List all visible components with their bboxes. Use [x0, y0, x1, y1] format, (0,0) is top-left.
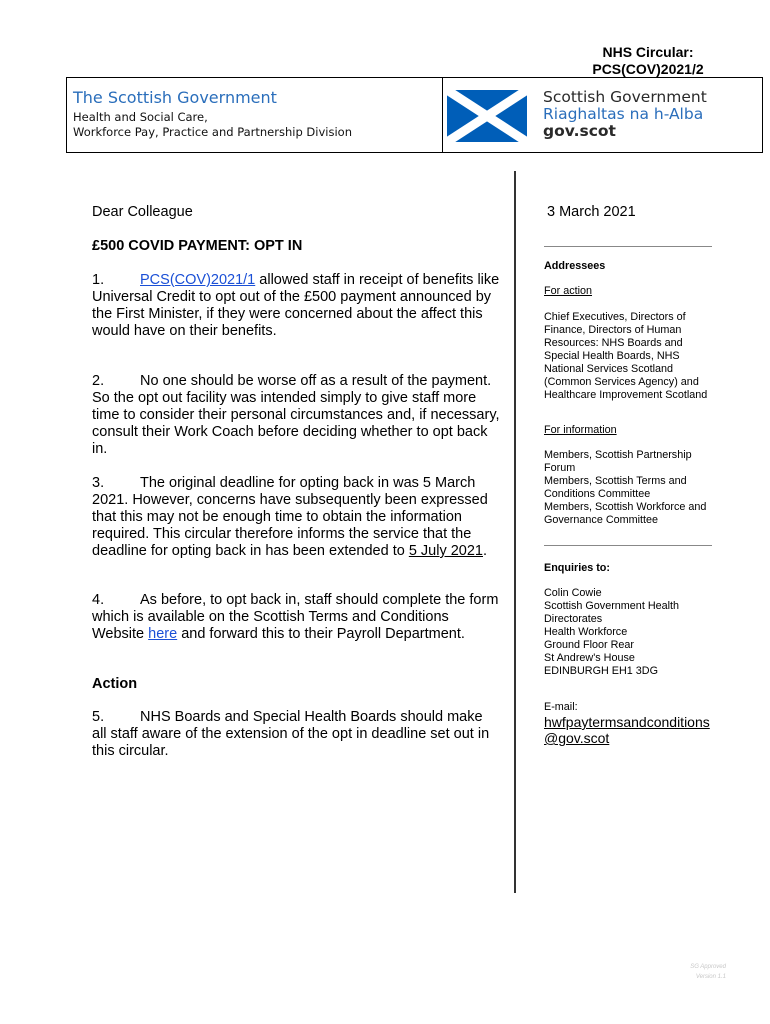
paragraph-text: NHS Boards and Special Health Boards should make all staff aware of the extension of the opt in deadline set out in this circular.: [92, 709, 490, 759]
brand-website: gov.scot: [543, 122, 616, 140]
circular-label: NHS Circular:: [602, 44, 694, 60]
contact-line: Scottish Government Health Directorates: [544, 600, 680, 625]
for-information-label: For information: [544, 424, 617, 436]
paragraph-text-2: and forward this to their Payroll Department.: [177, 626, 465, 642]
paragraph-number: 2.: [92, 373, 105, 389]
paragraph-text: The original deadline for opting back in was 5 March 2021. However, concerns have subsequently been expressed that this may not be enough time to obtain the information required. This circular therefore informs the service that the deadline for opting back in has been extended to: [92, 475, 488, 559]
brand-gaelic: Riaghaltas na h-Alba: [543, 105, 704, 123]
division-line-1: Health and Social Care,: [73, 110, 208, 124]
email-label: E-mail:: [544, 701, 578, 713]
website-link[interactable]: here: [148, 626, 178, 642]
contact-details: [544, 587, 714, 678]
salutation: Dear Colleague: [92, 204, 193, 220]
paragraph-end: .: [483, 543, 488, 559]
for-action-text: Chief Executives, Directors of Finance, Directors of Human Resources: NHS Boards and Special Health Boards, NHS National Services Scotland (Common Services Agency) and Healthcare Improvement Scotland: [544, 311, 708, 401]
circular-link[interactable]: PCS(COV)2021/1: [140, 272, 256, 288]
paragraph-4: [92, 592, 500, 643]
list-item: Members, Scottish Partnership Forum: [544, 449, 692, 474]
contact-line: Health Workforce: [544, 626, 628, 638]
deadline-date: 5 July 2021: [408, 543, 483, 559]
approval-line-1: SG Approved: [690, 964, 726, 970]
header-divider: [442, 78, 443, 152]
list-item: Members, Scottish Workforce and Governance Committee: [544, 501, 707, 526]
circular-number: PCS(COV)2021/2: [592, 61, 704, 77]
list-item: Members, Scottish Terms and Conditions Committee: [544, 475, 687, 500]
paragraph-text: allowed staff in receipt of benefits like Universal Credit to opt out of the £500 payment announced by the First Minister, if they were concerned about the affect this would have on their benefits.: [92, 272, 500, 339]
letter-date: 3 March 2021: [547, 204, 636, 220]
letterhead-box: [66, 77, 763, 153]
paragraph-number: 4.: [92, 592, 105, 608]
column-divider: [514, 171, 516, 893]
for-information-list: [544, 449, 724, 527]
approval-line-2: Version 1.1: [695, 974, 726, 980]
paragraph-text: As before, to opt back in, staff should complete the form which is available on the Scottish Terms and Conditions Website: [92, 592, 499, 642]
contact-line: EDINBURGH EH1 3DG: [544, 665, 658, 677]
for-action-label: For action: [544, 285, 593, 297]
paragraph-number: 1.: [92, 272, 105, 288]
paragraph-3: [92, 475, 500, 560]
contact-line: Ground Floor Rear: [544, 639, 635, 651]
letter-subject: £500 COVID PAYMENT: OPT IN: [92, 238, 303, 254]
paragraph-text: No one should be worse off as a result of the payment. So the opt out facility was intended simply to give staff more time to consider their personal circumstances and, if necessary, consult their Work Coach before deciding whether to opt back in.: [92, 373, 500, 457]
paragraph-2: [92, 373, 500, 458]
paragraph-number: 5.: [92, 709, 105, 725]
brand-english: Scottish Government: [543, 88, 707, 106]
enquiries-heading: Enquiries to:: [544, 562, 610, 574]
government-name: The Scottish Government: [73, 88, 277, 107]
contact-line: St Andrew's House: [544, 652, 635, 664]
approval-stamp: [640, 962, 726, 982]
addressees-heading: Addressees: [544, 260, 606, 272]
action-heading: Action: [92, 676, 138, 692]
contact-name: Colin Cowie: [544, 587, 602, 599]
email-line-2: @gov.scot: [544, 730, 610, 746]
paragraph-5: [92, 709, 500, 760]
email-line-1: hwfpaytermsandconditions: [544, 714, 710, 730]
saltire-flag-icon: [447, 90, 527, 142]
circular-reference: [548, 44, 748, 78]
paragraph-number: 3.: [92, 475, 105, 491]
sidebar-rule: [544, 246, 712, 247]
division-line-2: Workforce Pay, Practice and Partnership Division: [73, 125, 352, 139]
email-link[interactable]: [544, 714, 729, 746]
sidebar-rule: [544, 545, 712, 546]
paragraph-1: [92, 272, 500, 340]
